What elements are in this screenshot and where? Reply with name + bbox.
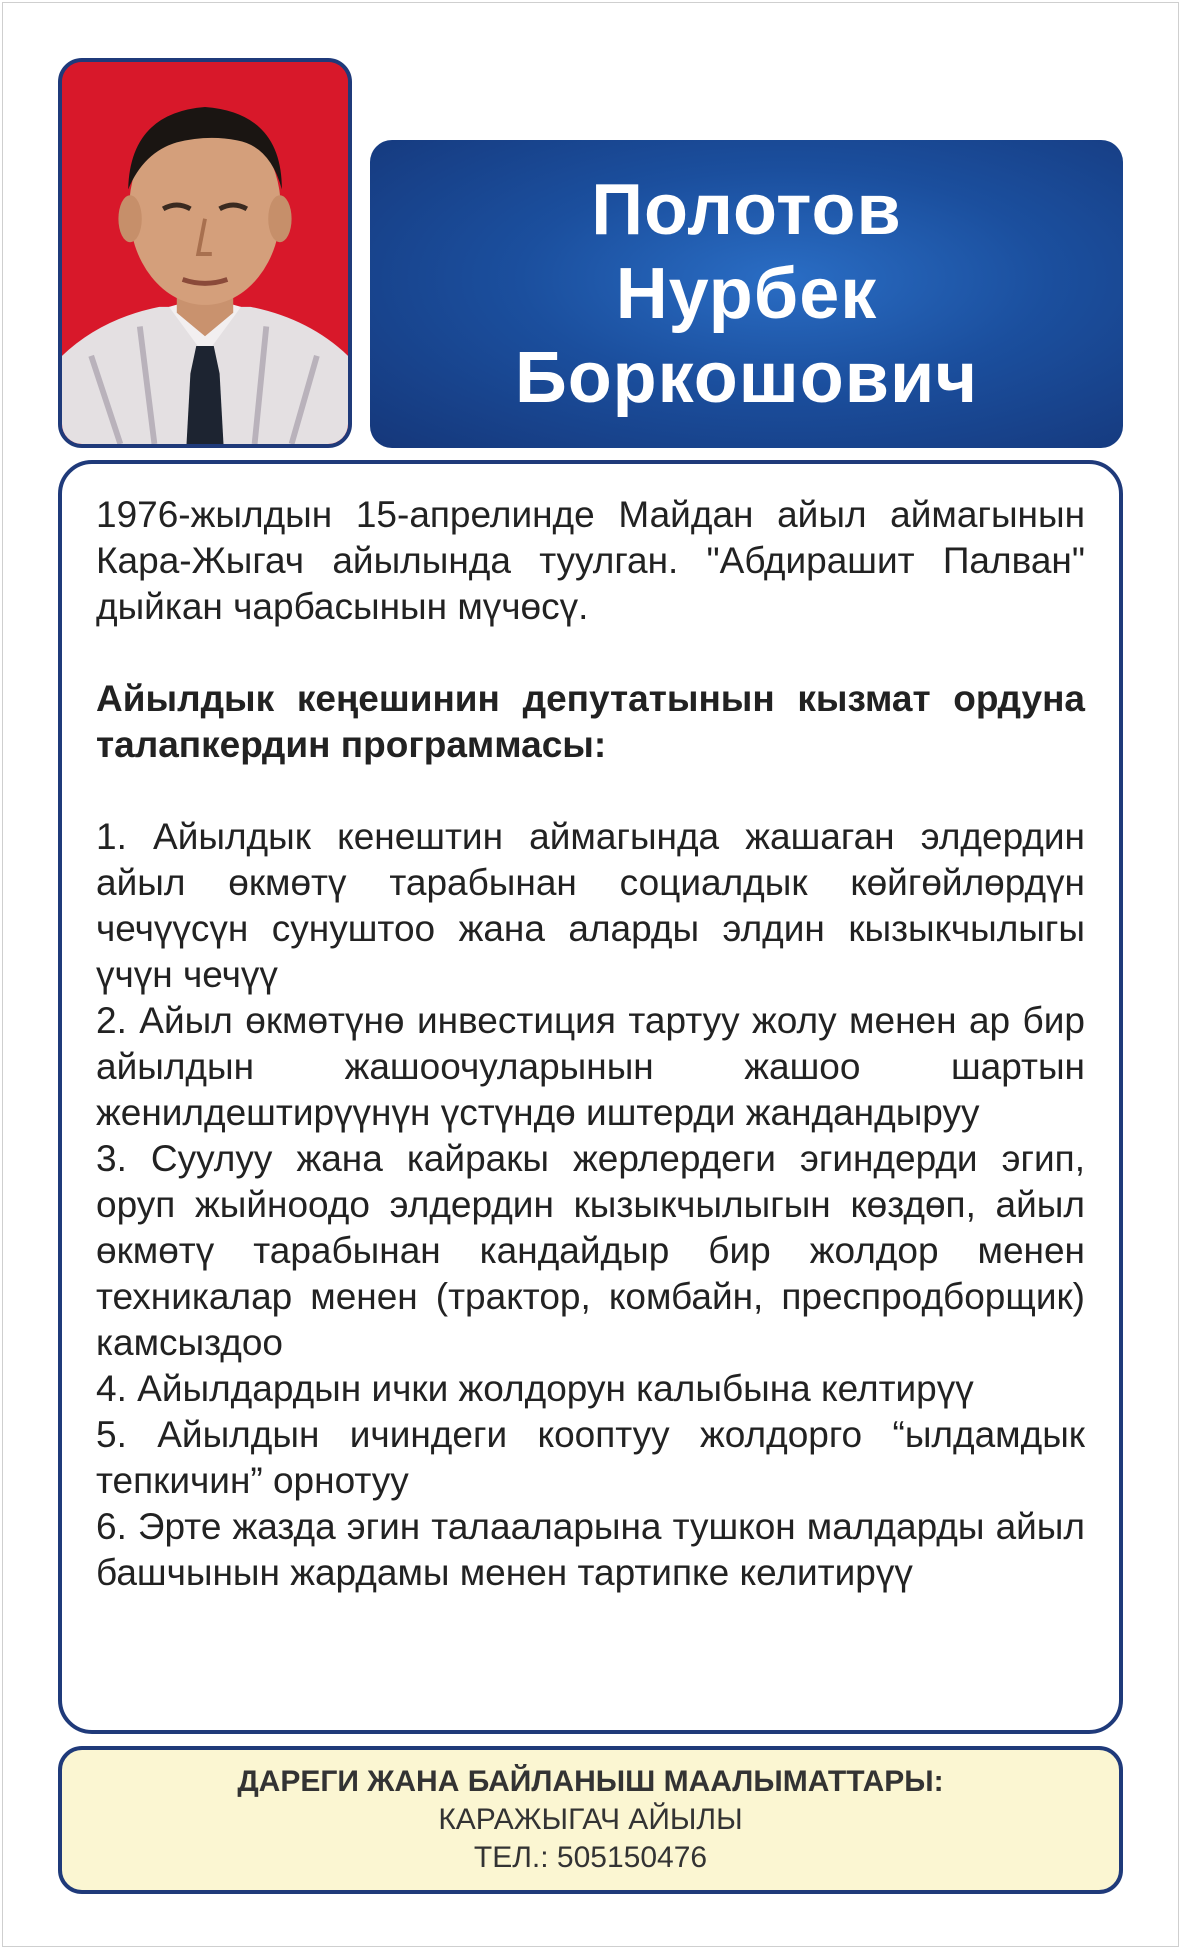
program-item: 1. Айылдык кенештин аймагында жашаган элдердин айыл өкмөтү тарабынан социалдык көйгөйлөрдүн чечүүсүн сунуштоо жана аларды элдин кызыкчылыгы үчүн чечүү [96, 816, 1085, 995]
contact-village: КАРАЖЫГАЧ АЙЫЛЫ [438, 1803, 743, 1836]
candidate-name-banner [370, 140, 1123, 448]
spacer [96, 630, 1085, 676]
spacer [96, 768, 1085, 814]
contact-title: ДАРЕГИ ЖАНА БАЙЛАНЫШ МААЛЫМАТТАРЫ: [237, 1765, 944, 1798]
contact-section [58, 1746, 1123, 1894]
candidate-patronymic: Боркошович [514, 338, 979, 418]
program-item: 2. Айыл өкмөтүнө инвестиция тартуу жолу менен ар бир айылдын жашоочуларынын жашоо шартын женилдештирүүнүн үстүндө иштерди жандандыруу [96, 1000, 1085, 1133]
program-item: 5. Айылдын ичиндеги кооптуу жолдорго “ылдамдык тепкичин” орнотуу [96, 1414, 1085, 1501]
program-item: 3. Суулуу жана кайракы жерлердеги эгиндерди эгип, оруп жыйноодо элдердин кызыкчылыгын көздөп, айыл өкмөтү тарабынан кандайдыр бир жолдор менен техникалар менен (трактор, комбайн, преспродборщик) камсыздоо [96, 1138, 1085, 1363]
program-item: 4. Айылдардын ички жолдорун калыбына келтирүү [96, 1368, 974, 1409]
contact-phone: ТЕЛ.: 505150476 [473, 1841, 708, 1874]
program-item: 6. Эрте жазда эгин талааларына тушкон малдарды айыл башчынын жардамы менен тартипке келитирүү [96, 1506, 1085, 1593]
candidate-bio: 1976-жылдын 15-апрелинде Майдан айыл аймагынын Кара-Жыгач айылында туулган. "Абдирашит Палван" дыйкан чарбасынын мүчөсү. [96, 494, 1085, 627]
candidate-first-name: Нурбек [615, 254, 878, 334]
portrait-illustration [62, 62, 348, 444]
candidate-photo [58, 58, 352, 448]
program-heading: Айылдык кеңешинин депутатынын кызмат ордуна талапкердин программасы: [96, 678, 1085, 765]
candidate-surname: Полотов [591, 170, 902, 250]
program-section [58, 460, 1123, 1734]
